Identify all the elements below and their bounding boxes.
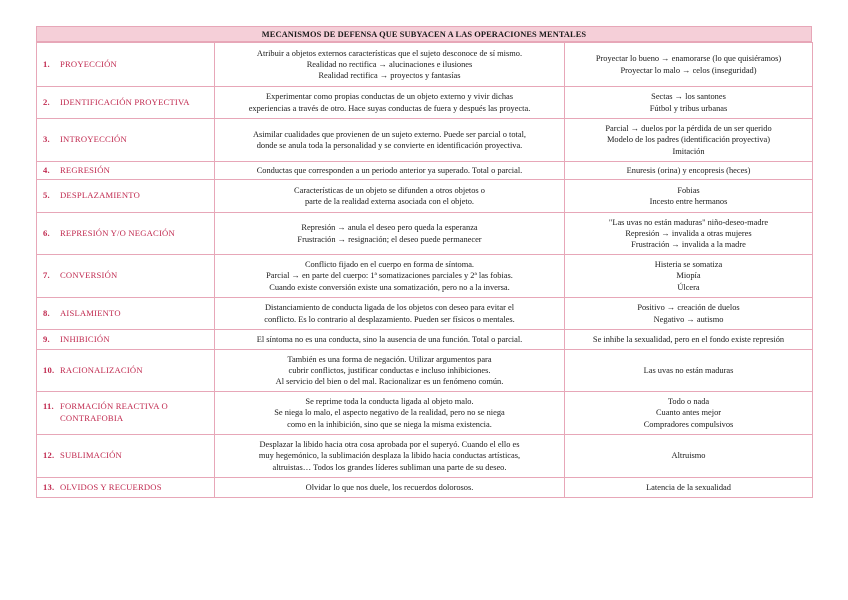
example-line: Parcial → duelos por la pérdida de un ser querido	[605, 124, 772, 134]
mechanism-description-cell	[215, 478, 565, 498]
mechanism-example-cell	[565, 255, 813, 298]
mechanism-name-cell	[37, 180, 215, 213]
mechanism-example-cell	[565, 119, 813, 162]
description-line: parte de la realidad externa asociada con el objeto.	[304, 197, 475, 206]
example-line: Las uvas no están maduras	[643, 365, 734, 375]
description-line: Conductas que corresponden a un periodo anterior ya superado. Total o parcial.	[256, 165, 523, 175]
mechanism-name-cell	[37, 87, 215, 119]
example-line: Miopía	[676, 271, 701, 281]
description-line: Cuando existe conversión existe una somatización, pero no a la inversa.	[269, 282, 510, 292]
description-line: Parcial → en parte del cuerpo: 1ª somatizaciones parciales y 2ª las fobias.	[266, 271, 513, 281]
mechanism-example-cell	[565, 180, 813, 213]
mechanism-number: 8.	[43, 307, 50, 318]
example-line: Frustración → invalida a la madre	[631, 240, 746, 250]
example-line: Represión → invalida a otras mujeres	[625, 228, 752, 238]
mechanism-example-cell	[565, 162, 813, 180]
description-line: Características de un objeto se difunden a otros objetos o	[294, 185, 485, 195]
mechanism-name-cell	[37, 350, 215, 392]
mechanism-name: DESPLAZAMIENTO	[60, 190, 140, 201]
mechanism-description-cell	[215, 43, 565, 87]
example-line: Compradores compulsivos	[643, 419, 734, 429]
mechanism-name-cell	[37, 478, 215, 498]
description-line: Frustración → resignación; el deseo puede permanecer	[297, 234, 482, 244]
description-line: Realidad no rectifica → alucinaciones e ilusiones	[306, 59, 473, 69]
example-line: "Las uvas no están maduras" niño-deseo-madre	[608, 217, 769, 227]
document-page	[36, 26, 812, 498]
mechanism-example-cell	[565, 435, 813, 478]
mechanism-name-cell	[37, 213, 215, 255]
mechanism-number: 2.	[43, 96, 50, 107]
mechanism-description-cell	[215, 119, 565, 162]
mechanism-description-cell	[215, 162, 565, 180]
mechanism-description-cell	[215, 298, 565, 330]
description-line: como en la inhibición, sino que se niega la misma existencia.	[287, 419, 492, 429]
mechanism-name: INTROYECCIÓN	[60, 134, 127, 145]
mechanism-example-cell	[565, 478, 813, 498]
mechanism-number: 3.	[43, 134, 50, 145]
example-line: Proyectar lo malo → celos (inseguridad)	[620, 65, 757, 75]
description-line: Realidad rectifica → proyectos y fantasías	[318, 71, 461, 81]
description-line: El síntoma no es una conducta, sino la ausencia de una función. Total o parcial.	[256, 334, 523, 344]
mechanism-number: 10.	[43, 364, 55, 375]
table-row	[37, 162, 813, 180]
description-line: donde se anula toda la personalidad y se convierte en identificación proyectiva.	[256, 141, 523, 150]
description-line: Se reprime toda la conducta ligada al objeto malo.	[305, 397, 474, 407]
example-line: Enuresis (orina) y encopresis (heces)	[626, 165, 751, 175]
mechanism-description-cell	[215, 435, 565, 478]
description-line: muy hegemónico, la sublimación desplaza la libido hacia conductas artísticas,	[258, 451, 521, 461]
mechanism-description-cell	[215, 350, 565, 392]
description-line: Asimilar cualidades que provienen de un sujeto externo. Puede ser parcial o total,	[252, 129, 527, 139]
description-line: cubrir conflictos, justificar conductas e incluso inhibiciones.	[288, 365, 491, 375]
mechanism-description-cell	[215, 87, 565, 119]
example-line: Modelo de los padres (identificación proyectiva)	[606, 135, 771, 145]
description-line: Distanciamiento de conducta ligada de los objetos con deseo para evitar el	[264, 303, 515, 313]
description-line: Represión → anula el deseo pero queda la esperanza	[301, 223, 478, 233]
example-line: Imitación	[672, 146, 705, 156]
example-line: Proyectar lo bueno → enamorarse (lo que quisiéramos)	[595, 54, 782, 64]
mechanism-number: 7.	[43, 270, 50, 281]
mechanism-description-cell	[215, 330, 565, 350]
description-line: Desplazar la libido hacia otra cosa aprobada por el superyó. Cuando el ello es	[259, 440, 520, 450]
mechanism-name-cell	[37, 435, 215, 478]
table-row	[37, 298, 813, 330]
description-line: conflicto. Es lo contrario al desplazamiento. Pueden ser físicos o mentales.	[264, 314, 515, 324]
mechanism-example-cell	[565, 213, 813, 255]
table-row	[37, 435, 813, 478]
table-row	[37, 255, 813, 298]
example-line: Todo o nada	[667, 397, 710, 407]
mechanism-name: REGRESIÓN	[60, 164, 111, 175]
mechanism-description-cell	[215, 255, 565, 298]
description-line: Experimentar como propias conductas de un objeto externo y vivir dichas	[266, 92, 513, 102]
mechanism-example-cell	[565, 350, 813, 392]
mechanism-number: 13.	[43, 481, 55, 492]
example-line: Fobias	[677, 185, 700, 195]
mechanism-number: 12.	[43, 450, 55, 461]
example-line: Cuanto antes mejor	[655, 408, 722, 418]
mechanism-name-cell	[37, 43, 215, 87]
mechanism-name: AISLAMIENTO	[60, 307, 121, 318]
table-row	[37, 119, 813, 162]
table-row	[37, 87, 813, 119]
mechanism-name: IDENTIFICACIÓN PROYECTIVA	[60, 96, 190, 107]
table-row	[37, 350, 813, 392]
mechanism-description-cell	[215, 213, 565, 255]
example-line: Incesto entre hermanos	[649, 197, 728, 206]
example-line: Úlcera	[677, 282, 700, 292]
description-line: altruistas… Todos los grandes líderes subliman una parte de su deseo.	[272, 462, 507, 472]
mechanism-number: 9.	[43, 333, 50, 344]
mechanism-example-cell	[565, 330, 813, 350]
table-row	[37, 213, 813, 255]
mechanism-example-cell	[565, 298, 813, 330]
mechanism-name: REPRESIÓN Y/O NEGACIÓN	[60, 227, 175, 238]
example-line: Fútbol y tribus urbanas	[649, 103, 728, 113]
mechanism-name-cell	[37, 162, 215, 180]
example-line: Altruismo	[671, 451, 706, 461]
table-row	[37, 392, 813, 435]
mechanism-example-cell	[565, 392, 813, 435]
mechanism-name-cell	[37, 255, 215, 298]
table-row	[37, 180, 813, 213]
mechanism-number: 4.	[43, 164, 50, 175]
mechanism-name: RACIONALIZACIÓN	[60, 364, 143, 375]
example-line: Histeria se somatiza	[654, 260, 723, 270]
mechanism-name: INHIBICIÓN	[60, 333, 110, 344]
mechanism-description-cell	[215, 392, 565, 435]
defense-mechanisms-table	[36, 42, 813, 498]
mechanism-name: FORMACIÓN REACTIVA O CONTRAFOBIA	[60, 401, 168, 423]
example-line: Negativo → autismo	[653, 314, 724, 324]
mechanism-name: CONVERSIÓN	[60, 270, 118, 281]
mechanism-name: OLVIDOS Y RECUERDOS	[60, 481, 162, 492]
mechanism-number: 6.	[43, 227, 50, 238]
mechanism-name-cell	[37, 392, 215, 435]
description-line: También es una forma de negación. Utilizar argumentos para	[287, 354, 492, 364]
mechanism-name-cell	[37, 330, 215, 350]
table-row	[37, 478, 813, 498]
mechanism-name: SUBLIMACIÓN	[60, 450, 122, 461]
mechanism-example-cell	[565, 43, 813, 87]
example-line: Sectas → los santones	[651, 92, 726, 102]
mechanism-name: PROYECCIÓN	[60, 58, 117, 69]
mechanism-name-cell	[37, 119, 215, 162]
description-line: Conflicto fijado en el cuerpo en forma de síntoma.	[304, 260, 475, 270]
description-line: experiencias a través de otro. Hace suyas conductas de fuera y después las proyecta.	[248, 103, 531, 113]
example-line: Se inhibe la sexualidad, pero en el fondo existe represión	[592, 334, 785, 344]
example-line: Latencia de la sexualidad	[646, 482, 731, 492]
description-line: Olvidar lo que nos duele, los recuerdos dolorosos.	[305, 482, 474, 492]
description-line: Atribuir a objetos externos características que el sujeto desconoce de sí mismo.	[256, 48, 523, 58]
description-line: Se niega lo malo, el aspecto negativo de la realidad, pero no se niega	[274, 408, 505, 418]
mechanism-number: 1.	[43, 58, 50, 69]
example-line: Positivo → creación de duelos	[637, 303, 740, 313]
table-row	[37, 330, 813, 350]
mechanism-number: 11.	[43, 401, 54, 412]
mechanism-example-cell	[565, 87, 813, 119]
description-line: Al servicio del bien o del mal. Racionalizar es un fenómeno común.	[275, 377, 504, 387]
mechanism-name-cell	[37, 298, 215, 330]
table-title: MECANISMOS DE DEFENSA QUE SUBYACEN A LAS OPERACIONES MENTALES	[36, 26, 812, 42]
mechanism-description-cell	[215, 180, 565, 213]
table-row	[37, 43, 813, 87]
mechanism-number: 5.	[43, 190, 50, 201]
